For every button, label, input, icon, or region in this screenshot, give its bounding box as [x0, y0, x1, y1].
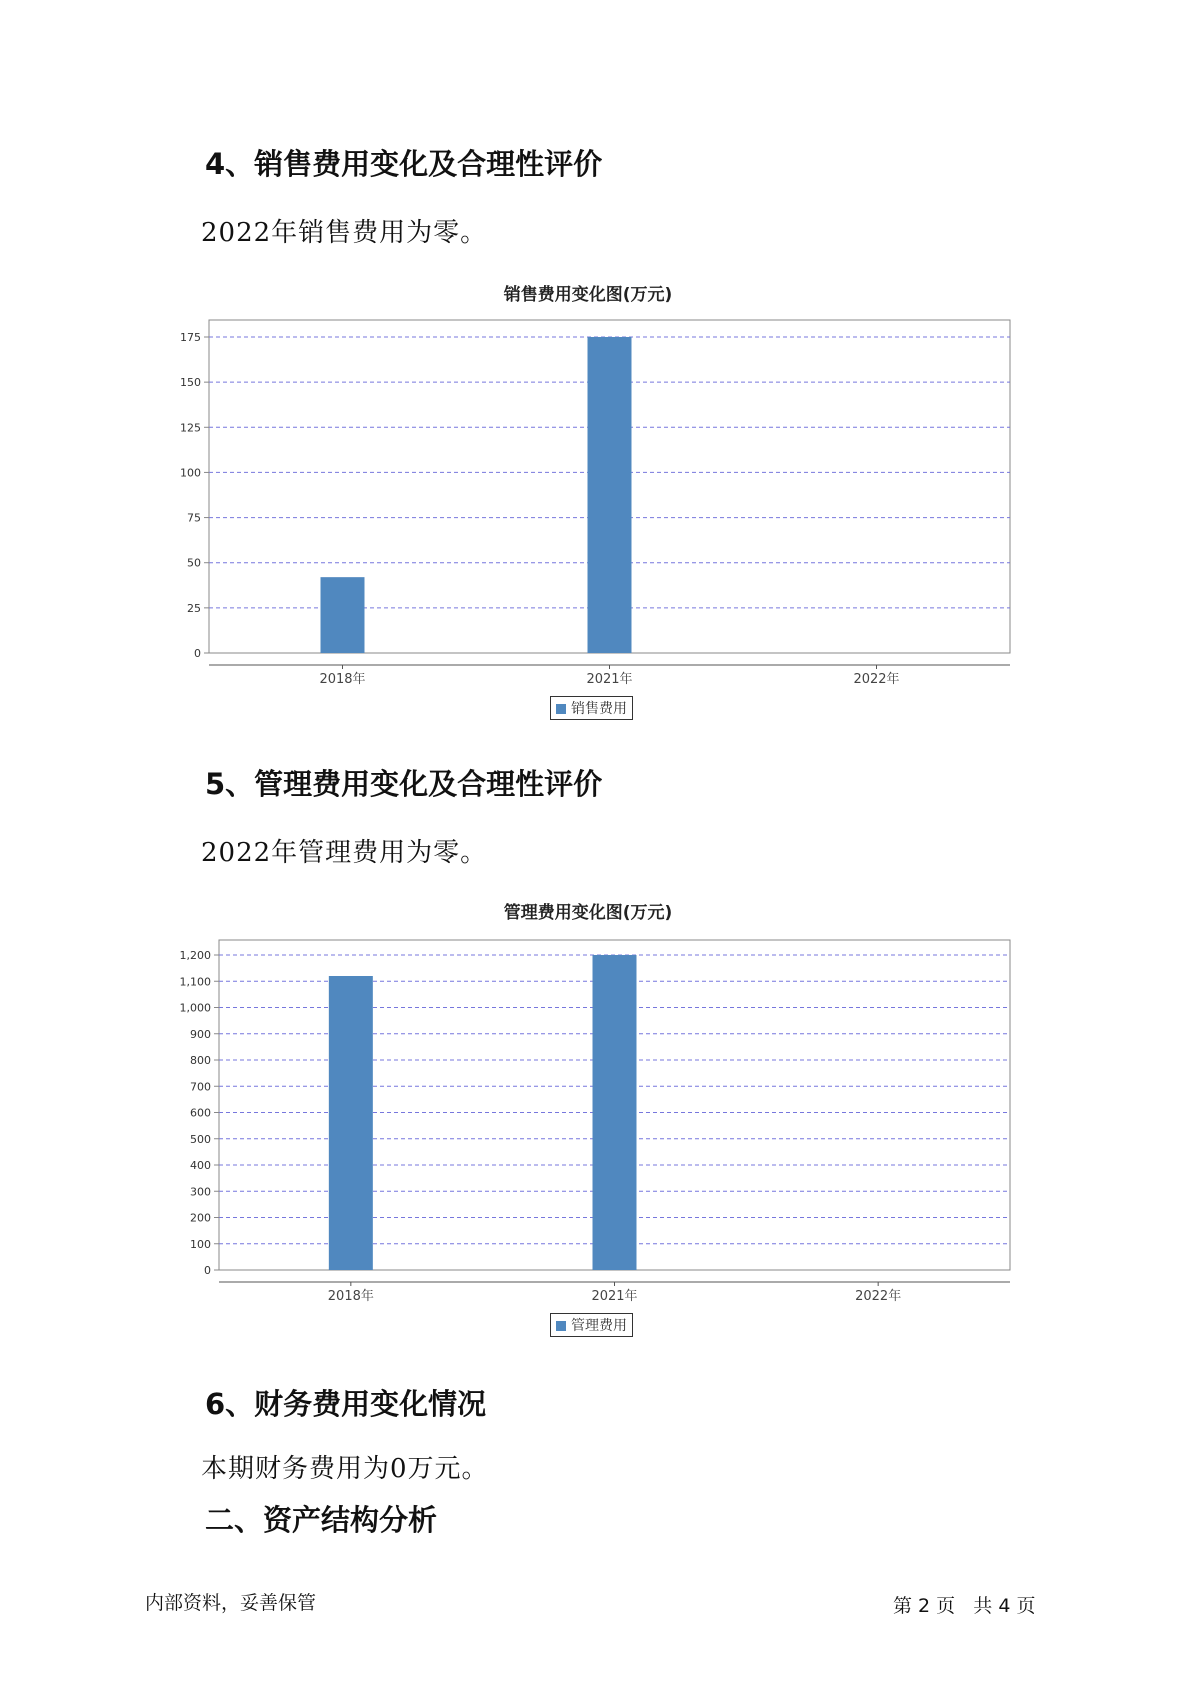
chart-2-plot [160, 925, 1020, 1310]
bar-2018年 [329, 976, 373, 1270]
section-6-text: 本期财务费用为0万元。 [201, 1454, 489, 1484]
y-tick-label: 1,100 [179, 975, 211, 989]
chart-2-title: 管理费用变化图(万元) [503, 903, 673, 923]
bar-2018年 [321, 577, 365, 653]
x-tick-label: 2022年 [855, 1289, 902, 1304]
legend-swatch [556, 704, 566, 714]
y-tick-label: 300 [190, 1185, 211, 1199]
y-tick-label: 500 [190, 1132, 211, 1146]
y-tick-label: 600 [190, 1106, 211, 1120]
section-4-text: 2022年销售费用为零。 [201, 218, 488, 248]
legend-swatch [556, 1321, 566, 1331]
chart-1-plot [160, 310, 1020, 690]
x-tick-label: 2022年 [853, 672, 900, 687]
y-tick-label: 125 [180, 421, 201, 435]
footer-page-number: 第 2 页 共 4 页 [893, 1595, 1036, 1617]
y-tick-label: 75 [187, 511, 201, 525]
y-tick-label: 0 [204, 1264, 211, 1277]
bar-2021年 [593, 955, 637, 1270]
chart-2-legend-label: 管理费用 [571, 1318, 627, 1334]
y-tick-label: 1,000 [179, 1001, 211, 1015]
y-tick-label: 1,200 [179, 949, 211, 962]
chart-1-title: 销售费用变化图(万元) [503, 285, 673, 305]
y-tick-label: 50 [187, 556, 201, 570]
x-tick-label: 2018年 [327, 1289, 374, 1304]
y-tick-label: 200 [190, 1211, 211, 1225]
y-tick-label: 175 [180, 331, 201, 344]
y-tick-label: 0 [194, 647, 201, 660]
footer-confidential: 内部资料，妥善保管 [145, 1592, 317, 1614]
x-tick-label: 2018年 [319, 672, 366, 687]
y-tick-label: 900 [190, 1027, 211, 1041]
section-6-heading: 6、财务费用变化情况 [205, 1387, 487, 1421]
chart-1-legend-label: 销售费用 [571, 701, 627, 717]
chart-1-legend [550, 696, 633, 720]
y-tick-label: 100 [190, 1237, 211, 1251]
section-asset-heading: 二、资产结构分析 [205, 1503, 438, 1537]
y-tick-label: 400 [190, 1159, 211, 1172]
y-tick-label: 800 [190, 1054, 211, 1067]
chart-2-legend [550, 1313, 633, 1337]
section-4-heading: 4、销售费用变化及合理性评价 [205, 147, 603, 181]
bar-2021年 [588, 337, 632, 653]
y-tick-label: 700 [190, 1080, 211, 1094]
y-tick-label: 25 [187, 601, 201, 615]
y-tick-label: 150 [180, 376, 201, 390]
x-tick-label: 2021年 [586, 672, 633, 687]
x-tick-label: 2021年 [591, 1289, 638, 1304]
section-5-text: 2022年管理费用为零。 [201, 838, 488, 868]
y-tick-label: 100 [180, 466, 201, 480]
section-5-heading: 5、管理费用变化及合理性评价 [205, 767, 603, 801]
